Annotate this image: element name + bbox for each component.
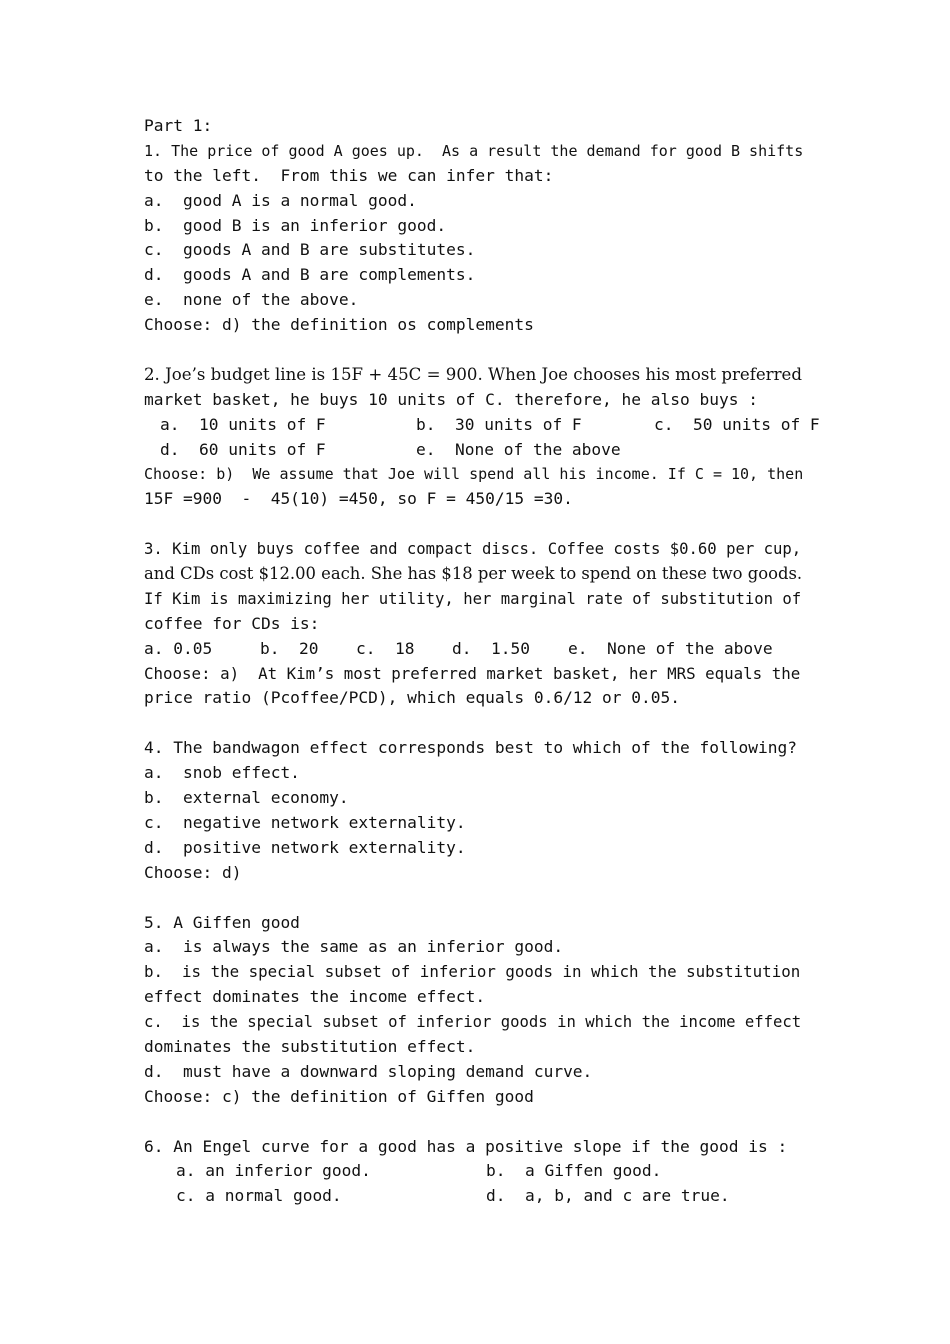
- question-2: [144, 363, 820, 512]
- question-1-answer: Choose: d) the definition os complements: [144, 315, 534, 335]
- question-2-option-d: d. 60 units of F: [160, 439, 326, 459]
- question-2-stem-line-2: market basket, he buys 10 units of C. therefore, he also buys :: [144, 389, 758, 409]
- question-3-stem-line-3: If Kim is maximizing her utility, her marginal rate of substitution of: [144, 589, 802, 608]
- question-2-answer-line-2: 15F =900 - 45(10) =450, so F = 450/15 =30.: [144, 489, 573, 509]
- question-3-option-e: e. None of the above: [568, 638, 773, 658]
- question-4-option-d: d. positive network externality.: [144, 837, 466, 857]
- question-6-option-c: c. a normal good.: [176, 1186, 342, 1206]
- question-4-option-a: a. snob effect.: [144, 763, 300, 783]
- question-3: [144, 537, 808, 711]
- question-3-options-row: [144, 637, 808, 662]
- question-5-option-b-line-2: effect dominates the income effect.: [144, 987, 486, 1007]
- question-2-option-c: c. 50 units of F: [654, 414, 820, 434]
- question-5-answer: Choose: c) the definition of Giffen good: [144, 1086, 534, 1106]
- question-3-stem-line-1: 3. Kim only buys coffee and compact discs. Coffee costs $0.60 per cup,: [144, 540, 802, 559]
- question-1-stem-line-2: to the left. From this we can infer that:: [144, 165, 554, 185]
- question-5-option-c-line-2: dominates the substitution effect.: [144, 1036, 476, 1056]
- question-4-answer: Choose: d): [144, 862, 242, 882]
- question-3-answer-line-2: price ratio (Pcoffee/PCD), which equals 0.6/12 or 0.05.: [144, 688, 681, 708]
- question-6-option-a: a. an inferior good.: [176, 1161, 371, 1181]
- question-1-option-c: c. goods A and B are substitutes.: [144, 240, 476, 260]
- question-2-options-row-1: [144, 413, 820, 438]
- question-6-options-row-1: [144, 1159, 808, 1184]
- question-5-stem: 5. A Giffen good: [144, 912, 300, 932]
- question-1-option-a: a. good A is a normal good.: [144, 190, 417, 210]
- question-2-answer-line-1: Choose: b) We assume that Joe will spend all his income. If C = 10, then: [144, 465, 804, 484]
- question-2-option-b: b. 30 units of F: [416, 414, 582, 434]
- question-5-option-d: d. must have a downward sloping demand curve.: [144, 1061, 593, 1081]
- question-4-stem: 4. The bandwagon effect corresponds best to which of the following?: [144, 738, 797, 758]
- question-5: [144, 911, 808, 1110]
- question-1-option-e: e. none of the above.: [144, 290, 359, 310]
- question-6-stem: 6. An Engel curve for a good has a positive slope if the good is :: [144, 1136, 788, 1156]
- question-3-option-c: c. 18: [356, 638, 415, 658]
- question-5-option-c-line-1: c. is the special subset of inferior goods in which the income effect: [144, 1013, 802, 1032]
- question-1-option-b: b. good B is an inferior good.: [144, 215, 447, 235]
- question-5-option-a: a. is always the same as an inferior good.: [144, 937, 564, 957]
- question-6-option-b: b. a Giffen good.: [486, 1161, 662, 1181]
- question-1-stem-line-1: 1. The price of good A goes up. As a result the demand for good B shifts: [144, 141, 804, 160]
- question-3-option-d: d. 1.50: [452, 638, 530, 658]
- question-3-answer-line-1: Choose: a) At Kim’s most preferred market basket, her MRS equals the: [144, 663, 801, 683]
- question-3-stem-line-4: coffee for CDs is:: [144, 613, 320, 633]
- question-4: [144, 736, 808, 885]
- question-3-option-a: a. 0.05: [144, 638, 213, 658]
- document-page: [144, 114, 820, 1209]
- question-2-stem-line-1: 2. Joe’s budget line is 15F + 45C = 900. When Joe chooses his most preferred: [144, 364, 802, 384]
- question-6-option-d: d. a, b, and c are true.: [486, 1186, 730, 1206]
- question-3-option-b: b. 20: [260, 638, 319, 658]
- question-6: [144, 1135, 808, 1210]
- question-4-option-c: c. negative network externality.: [144, 812, 466, 832]
- question-6-options-row-2: [144, 1184, 808, 1209]
- question-2-option-a: a. 10 units of F: [160, 414, 326, 434]
- part-title: Part 1:: [144, 116, 213, 135]
- question-1-option-d: d. goods A and B are complements.: [144, 265, 476, 285]
- question-2-options-row-2: [144, 438, 808, 463]
- question-5-option-b-line-1: b. is the special subset of inferior goods in which the substitution: [144, 962, 801, 982]
- question-2-option-e: e. None of the above: [416, 439, 621, 459]
- question-4-option-b: b. external economy.: [144, 788, 349, 808]
- question-3-stem-line-2: and CDs cost $12.00 each. She has $18 per week to spend on these two goods.: [144, 564, 803, 584]
- question-1: [144, 139, 808, 338]
